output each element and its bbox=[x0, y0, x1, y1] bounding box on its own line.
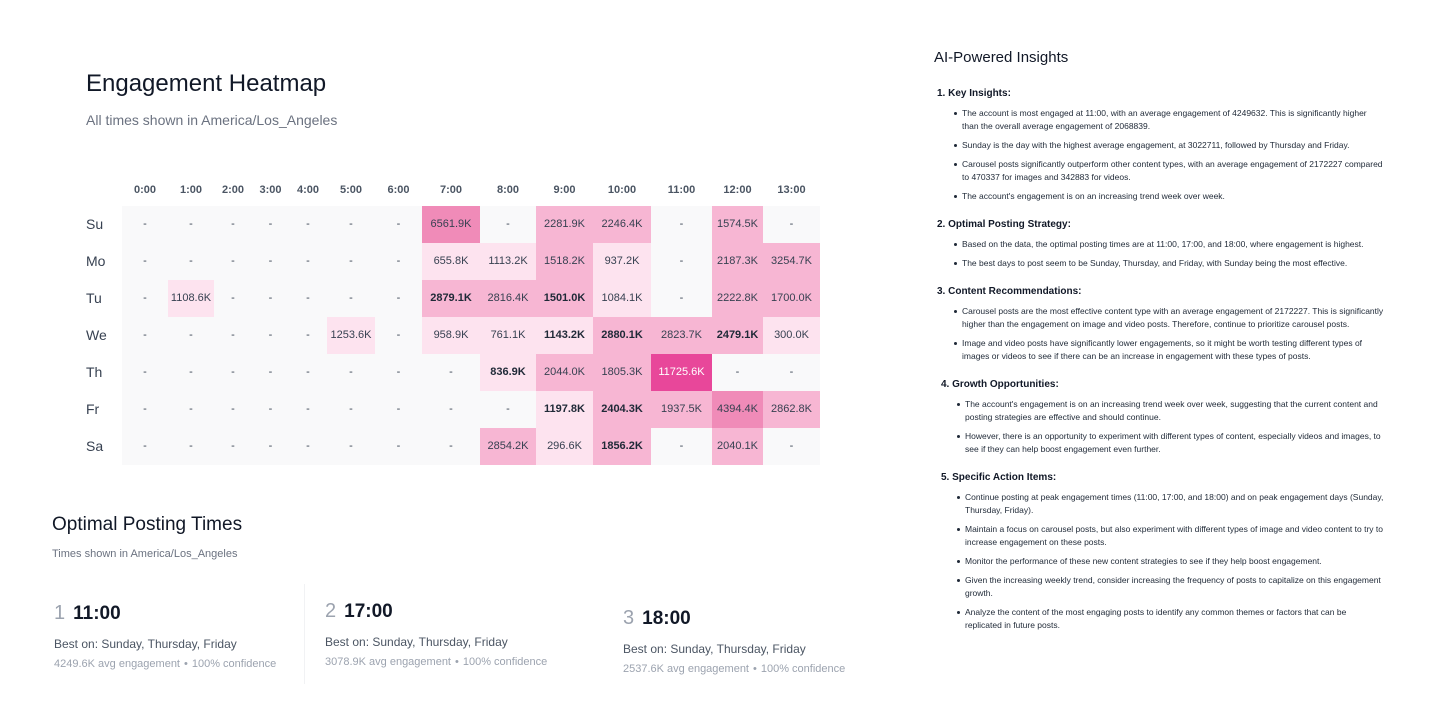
heatmap-cell[interactable]: - bbox=[214, 317, 252, 354]
heatmap-cell[interactable]: - bbox=[122, 428, 168, 465]
heatmap-cell[interactable]: - bbox=[289, 428, 327, 465]
heatmap-cell[interactable]: - bbox=[252, 354, 289, 391]
heatmap-cell[interactable]: 958.9K bbox=[422, 317, 480, 354]
heatmap-cell[interactable]: - bbox=[122, 206, 168, 243]
heatmap-cell[interactable]: - bbox=[375, 243, 422, 280]
slot-confidence: 100% confidence bbox=[191, 658, 277, 670]
slot-rank: 1 bbox=[54, 602, 66, 624]
insights-title: AI-Powered Insights bbox=[934, 49, 1069, 66]
heatmap-day-label: Fr bbox=[86, 401, 100, 417]
insights-list bbox=[934, 107, 1384, 203]
heatmap-cell[interactable]: - bbox=[327, 280, 375, 317]
heatmap-cell[interactable]: - bbox=[422, 428, 480, 465]
insights-list-item: Maintain a focus on carousel posts, but also experiment with different types of image and video content to try to increase engagement on these posts. bbox=[957, 523, 1384, 549]
heatmap-cell[interactable]: 1700.0K bbox=[763, 280, 820, 317]
insights-list-item: However, there is an opportunity to experiment with different types of content, especially videos and images, to see if they can help boost engagement even further. bbox=[957, 430, 1384, 456]
insights-list-item: Given the increasing weekly trend, consider increasing the frequency of posts to capitalize on this engagement growth. bbox=[957, 574, 1384, 600]
insights-list-item: The account is most engaged at 11:00, with an average engagement of 4249632. This is significantly higher than the overall average engagement of 2068839. bbox=[954, 107, 1384, 133]
heatmap-cell[interactable]: - bbox=[763, 354, 820, 391]
heatmap-cell[interactable]: 1113.2K bbox=[480, 243, 536, 280]
insights-list-item: The account's engagement is on an increasing trend week over week. bbox=[954, 190, 1384, 203]
heatmap-cell[interactable]: 3254.7K bbox=[763, 243, 820, 280]
heatmap-hour-label: 6:00 bbox=[387, 184, 410, 196]
heatmap-hour-label: 5:00 bbox=[339, 184, 363, 196]
insights-list-item: Carousel posts are the most effective content type with an average engagement of 2172227. This is significantly higher than the engagement on image and video posts. Therefore, continue to prioritize carousel posts. bbox=[954, 305, 1384, 331]
heatmap-cell[interactable]: 2246.4K bbox=[593, 206, 651, 243]
heatmap-cell[interactable]: 2854.2K bbox=[480, 428, 536, 465]
heatmap-cell[interactable]: - bbox=[651, 280, 712, 317]
heatmap-cell[interactable]: - bbox=[375, 428, 422, 465]
heatmap-cell[interactable]: - bbox=[289, 206, 327, 243]
heatmap-day-label: Tu bbox=[86, 290, 102, 306]
heatmap-cell[interactable]: - bbox=[651, 243, 712, 280]
heatmap-cell[interactable]: 1937.5K bbox=[651, 391, 712, 428]
heatmap-cell[interactable]: 1108.6K bbox=[168, 280, 214, 317]
heatmap-cell[interactable]: 1574.5K bbox=[712, 206, 763, 243]
heatmap-cell[interactable]: - bbox=[763, 206, 820, 243]
heatmap-hour-label: 12:00 bbox=[723, 184, 752, 196]
slot-confidence: 100% confidence bbox=[760, 663, 846, 675]
heatmap-cell[interactable]: - bbox=[327, 391, 375, 428]
insights-list-item: Continue posting at peak engagement times (11:00, 17:00, and 18:00) and on peak engagement days (Sunday, Thursday, Friday). bbox=[957, 491, 1384, 517]
insights-list-item: Sunday is the day with the highest average engagement, at 3022711, followed by Thursday and Friday. bbox=[954, 139, 1384, 152]
insights-list-item: Monitor the performance of these new content strategies to see if they help boost engagement. bbox=[957, 555, 1384, 568]
heatmap-day-label: Su bbox=[86, 216, 104, 232]
heatmap-cell[interactable]: - bbox=[289, 354, 327, 391]
insights-list-item: Analyze the content of the most engaging posts to identify any common themes or factors that can be replicated in future posts. bbox=[957, 606, 1384, 632]
posting-slot-3 bbox=[623, 607, 845, 675]
insights-list bbox=[934, 491, 1384, 632]
heatmap-cell[interactable]: - bbox=[252, 317, 289, 354]
heatmap-cell[interactable]: 1197.8K bbox=[536, 391, 593, 428]
heatmap-cell[interactable]: - bbox=[289, 280, 327, 317]
heatmap-cell[interactable]: - bbox=[480, 391, 536, 428]
heatmap-cell[interactable]: - bbox=[168, 206, 214, 243]
insights-list-item: The best days to post seem to be Sunday, Thursday, and Friday, with Sunday being the most effective. bbox=[954, 257, 1384, 270]
insights-list bbox=[934, 238, 1384, 270]
slot-avg-engagement: 2537.6K avg engagement bbox=[623, 663, 749, 675]
insights-list-item: The account's engagement is on an increasing trend week over week, suggesting that the current content and posting strategies are effective and should continue. bbox=[957, 398, 1384, 424]
heatmap-cell[interactable]: 2281.9K bbox=[536, 206, 593, 243]
heatmap-cell[interactable]: 2823.7K bbox=[651, 317, 712, 354]
heatmap-cell[interactable]: - bbox=[763, 428, 820, 465]
slot-separator: • bbox=[753, 663, 757, 675]
insights-section bbox=[934, 88, 1384, 203]
insights-section-heading: 4. Growth Opportunities: bbox=[941, 379, 1059, 390]
insights-section bbox=[934, 379, 1384, 456]
heatmap-cell[interactable]: - bbox=[168, 243, 214, 280]
heatmap-cell[interactable]: - bbox=[214, 280, 252, 317]
insights-list-item: Based on the data, the optimal posting times are at 11:00, 17:00, and 18:00, where engagement is highest. bbox=[954, 238, 1384, 251]
slot-time: 18:00 bbox=[642, 608, 691, 629]
heatmap-cell[interactable]: - bbox=[422, 354, 480, 391]
slot-confidence: 100% confidence bbox=[462, 656, 548, 668]
insights-list-item: Carousel posts significantly outperform other content types, with an average engagement of 2172227 compared to 470337 for images and 342883 for videos. bbox=[954, 158, 1384, 184]
insights-section-heading: 1. Key Insights: bbox=[937, 88, 1011, 99]
insights-section bbox=[934, 472, 1384, 632]
heatmap-cell[interactable]: - bbox=[122, 354, 168, 391]
heatmap-cell[interactable]: - bbox=[327, 243, 375, 280]
heatmap-cell[interactable]: - bbox=[168, 391, 214, 428]
heatmap-cell[interactable]: - bbox=[289, 317, 327, 354]
heatmap-cell[interactable]: 937.2K bbox=[593, 243, 651, 280]
heatmap-cell[interactable]: 4394.4K bbox=[712, 391, 763, 428]
heatmap-cell[interactable]: 2862.8K bbox=[763, 391, 820, 428]
insights-section-heading: 3. Content Recommendations: bbox=[937, 286, 1082, 297]
slot-avg-engagement: 4249.6K avg engagement bbox=[54, 658, 180, 670]
insights-list bbox=[934, 305, 1384, 363]
posting-slot-1 bbox=[54, 602, 276, 670]
heatmap-cell[interactable]: 300.0K bbox=[763, 317, 820, 354]
heatmap-cell[interactable]: - bbox=[214, 391, 252, 428]
heatmap-cell[interactable]: - bbox=[327, 354, 375, 391]
heatmap-cell[interactable]: 2880.1K bbox=[593, 317, 651, 354]
insights-section bbox=[934, 286, 1384, 363]
optimal-times-title: Optimal Posting Times bbox=[52, 514, 243, 535]
heatmap-hour-label: 0:00 bbox=[133, 184, 157, 196]
heatmap-cell[interactable]: 2187.3K bbox=[712, 243, 763, 280]
slot-meta bbox=[623, 663, 845, 675]
heatmap-cell[interactable]: - bbox=[168, 317, 214, 354]
insights-list-item: Image and video posts have significantly lower engagements, so it might be worth testing different types of images or videos to see if there can be an increase in engagement with these types of posts. bbox=[954, 337, 1384, 363]
heatmap-cell[interactable]: 2222.8K bbox=[712, 280, 763, 317]
optimal-times-subtitle: Times shown in America/Los_Angeles bbox=[52, 548, 238, 560]
heatmap-cell[interactable]: - bbox=[252, 243, 289, 280]
heatmap-hour-label: 1:00 bbox=[179, 184, 203, 196]
heatmap-hour-label: 11:00 bbox=[667, 184, 696, 196]
heatmap-cell[interactable]: - bbox=[122, 391, 168, 428]
heatmap-cell[interactable]: 2479.1K bbox=[712, 317, 763, 354]
heatmap-cell[interactable]: 761.1K bbox=[480, 317, 536, 354]
slot-rank: 2 bbox=[325, 600, 337, 622]
heatmap-cell[interactable]: 6561.9K bbox=[422, 206, 480, 243]
heatmap-cell[interactable]: - bbox=[122, 317, 168, 354]
heatmap-cell[interactable]: - bbox=[375, 354, 422, 391]
insights-list bbox=[934, 398, 1384, 456]
slot-time: 17:00 bbox=[344, 601, 393, 622]
heatmap-cell[interactable]: - bbox=[651, 206, 712, 243]
heatmap-cell[interactable]: - bbox=[214, 354, 252, 391]
heatmap-cell[interactable]: 1143.2K bbox=[536, 317, 593, 354]
heatmap-cell[interactable]: - bbox=[214, 243, 252, 280]
heatmap-cell[interactable]: - bbox=[375, 317, 422, 354]
heatmap-cell[interactable]: - bbox=[289, 391, 327, 428]
heatmap-day-label: Sa bbox=[86, 438, 104, 454]
slot-divider bbox=[304, 584, 305, 684]
heatmap-title: Engagement Heatmap bbox=[86, 70, 327, 97]
heatmap-cell[interactable]: 11725.6K bbox=[651, 354, 712, 391]
heatmap-cell[interactable]: 2404.3K bbox=[593, 391, 651, 428]
heatmap-cell[interactable]: - bbox=[375, 280, 422, 317]
slot-best-days: Best on: Sunday, Thursday, Friday bbox=[623, 642, 806, 656]
heatmap-hour-label: 9:00 bbox=[553, 184, 576, 196]
heatmap-cell[interactable]: 1501.0K bbox=[536, 280, 593, 317]
slot-best-days: Best on: Sunday, Thursday, Friday bbox=[54, 637, 237, 651]
heatmap-cell[interactable]: - bbox=[375, 391, 422, 428]
heatmap-hour-label: 4:00 bbox=[296, 184, 320, 196]
heatmap-cell[interactable]: 2044.0K bbox=[536, 354, 593, 391]
heatmap-hour-label: 8:00 bbox=[496, 184, 520, 196]
heatmap-cell[interactable]: - bbox=[375, 206, 422, 243]
heatmap-cell[interactable]: 296.6K bbox=[536, 428, 593, 465]
heatmap-cell[interactable]: - bbox=[214, 428, 252, 465]
heatmap-hour-label: 10:00 bbox=[607, 184, 637, 196]
heatmap-day-label: Th bbox=[86, 364, 103, 380]
heatmap-cell[interactable]: - bbox=[712, 354, 763, 391]
heatmap-cell[interactable]: - bbox=[252, 391, 289, 428]
heatmap-cell[interactable]: 1856.2K bbox=[593, 428, 651, 465]
heatmap-cell[interactable]: 2816.4K bbox=[480, 280, 536, 317]
heatmap-cell[interactable]: 1253.6K bbox=[327, 317, 375, 354]
heatmap-cell[interactable]: - bbox=[480, 206, 536, 243]
insights-section-heading: 2. Optimal Posting Strategy: bbox=[937, 219, 1071, 230]
heatmap-hour-label: 7:00 bbox=[439, 184, 463, 196]
slot-avg-engagement: 3078.9K avg engagement bbox=[325, 656, 451, 668]
slot-rank: 3 bbox=[623, 607, 635, 629]
heatmap-cell[interactable]: 836.9K bbox=[480, 354, 536, 391]
heatmap-cell[interactable]: - bbox=[168, 354, 214, 391]
insights-section bbox=[934, 219, 1384, 270]
heatmap-cell[interactable]: - bbox=[252, 280, 289, 317]
insights-section-heading: 5. Specific Action Items: bbox=[941, 472, 1057, 483]
heatmap-cell[interactable]: - bbox=[327, 428, 375, 465]
slot-separator: • bbox=[184, 658, 188, 670]
heatmap-cell[interactable]: - bbox=[422, 391, 480, 428]
posting-slot-2 bbox=[325, 600, 547, 668]
heatmap-cell[interactable]: - bbox=[214, 206, 252, 243]
heatmap-cell[interactable]: - bbox=[122, 280, 168, 317]
heatmap-cell[interactable]: - bbox=[327, 206, 375, 243]
heatmap-hour-label: 2:00 bbox=[221, 184, 245, 196]
heatmap-day-label: Mo bbox=[86, 253, 106, 269]
heatmap-cell[interactable]: 2879.1K bbox=[422, 280, 480, 317]
heatmap-day-label: We bbox=[86, 327, 107, 343]
heatmap-cell[interactable]: - bbox=[252, 428, 289, 465]
heatmap-hour-label: 3:00 bbox=[259, 184, 282, 196]
heatmap-hour-label: 13:00 bbox=[777, 184, 806, 196]
slot-best-days: Best on: Sunday, Thursday, Friday bbox=[325, 635, 508, 649]
heatmap-cell[interactable]: 655.8K bbox=[422, 243, 480, 280]
heatmap-cell[interactable]: - bbox=[289, 243, 327, 280]
slot-time: 11:00 bbox=[73, 603, 121, 624]
heatmap-subtitle: All times shown in America/Los_Angeles bbox=[86, 112, 338, 128]
slot-meta bbox=[54, 658, 276, 670]
slot-separator: • bbox=[455, 656, 459, 668]
heatmap-cell[interactable]: 1084.1K bbox=[593, 280, 651, 317]
heatmap-cell[interactable]: - bbox=[651, 428, 712, 465]
slot-meta bbox=[325, 656, 547, 668]
heatmap-cell[interactable]: 1518.2K bbox=[536, 243, 593, 280]
heatmap-cell[interactable]: 2040.1K bbox=[712, 428, 763, 465]
heatmap-cell[interactable]: - bbox=[252, 206, 289, 243]
insights-body bbox=[934, 88, 1384, 648]
heatmap-cell[interactable]: - bbox=[122, 243, 168, 280]
heatmap-cell[interactable]: 1805.3K bbox=[593, 354, 651, 391]
heatmap-cell[interactable]: - bbox=[168, 428, 214, 465]
